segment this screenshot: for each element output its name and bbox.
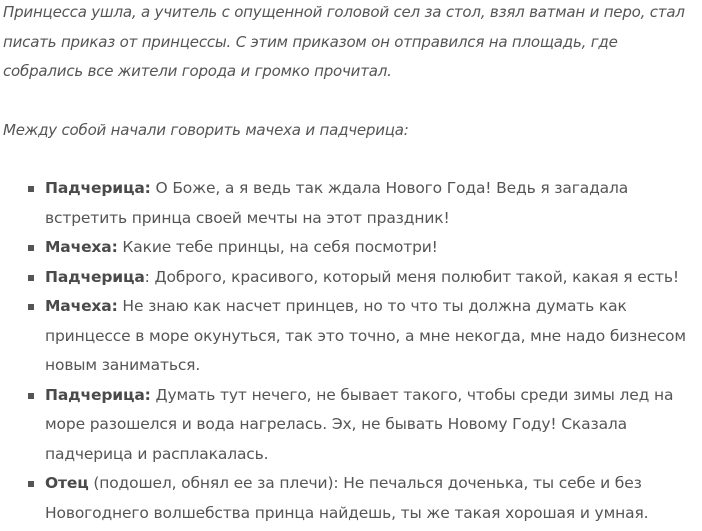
speaker-name: Падчерица: <box>45 179 151 197</box>
dialogue-text: Какие тебе принцы, на себя посмотри! <box>117 238 438 256</box>
bullet-icon <box>28 304 34 310</box>
bullet-icon <box>28 275 34 281</box>
dialogue-text: : Доброго, красивого, который меня полюбит такой, какая я есть! <box>144 267 679 286</box>
dialogue-line <box>0 233 702 263</box>
dialogue-text: Думать тут нечего, не бывает такого, чтобы среди зимы лед на море разошелся и вода нагрелась. Эх, не бывать Новому Году! Сказала падчерица и расплакалась. <box>45 385 674 463</box>
bullet-icon <box>28 481 34 487</box>
bullet-icon <box>28 393 34 399</box>
dialogue-line <box>0 469 702 528</box>
dialogue-line <box>0 263 702 293</box>
dialogue-text: О Боже, а я ведь так ждала Нового Года! Ведь я загадала встретить принца своей мечты на этот праздник! <box>45 179 629 227</box>
speaker-name: Падчерица <box>45 267 145 286</box>
speaker-name: Мачеха: <box>45 297 118 315</box>
speaker-name: Падчерица: <box>45 385 151 404</box>
dialogue-text: Не знаю как насчет принцев, но то что ты должна думать как принцессе в море окунуться, так это точно, а мне некогда, мне надо бизнесом новым заниматься. <box>45 297 686 374</box>
bullet-icon <box>28 186 34 192</box>
speaker-name: Мачеха: <box>45 238 118 256</box>
dialogue-text: (подошел, обнял ее за плечи): Не печалься доченька, ты себе и без Новогоднего волшебства принца найдешь, ты же такая хорошая и умная. <box>45 474 649 522</box>
narration-paragraph: Принцесса ушла, а учитель с опущенной головой сел за стол, взял ватман и перо, стал писать приказ от принцессы. С этим приказом он отправился на площадь, где собрались все жители города и громко прочитал. <box>3 3 685 80</box>
dialogue-line <box>0 174 702 233</box>
bullet-icon <box>28 245 34 251</box>
dialogue-list <box>0 174 702 528</box>
dialogue-line <box>0 381 702 470</box>
narration-paragraph: Между собой начали говорить мачеха и падчерица: <box>3 121 409 139</box>
dialogue-line <box>0 292 702 381</box>
speaker-name: Отец <box>45 474 89 492</box>
